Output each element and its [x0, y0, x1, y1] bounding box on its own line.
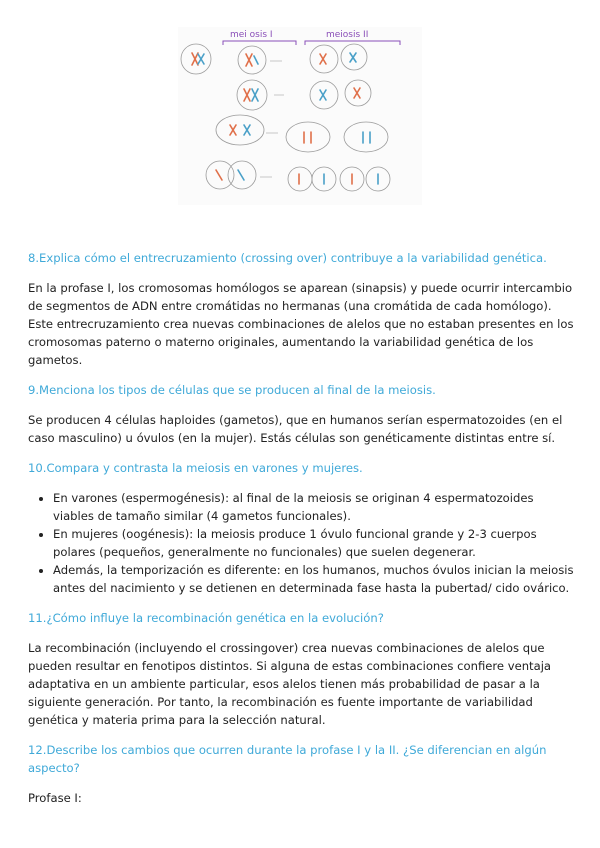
bullet-item: • Además, la temporización es diferente: en los humanos, muchos óvulos inician la meiosis antes del nacimiento y se detienen en determinada fase hasta la pubertad/ cido ovárico.: [53, 561, 574, 597]
question-9-answer: Se producen 4 células haploides (gametos), que en humanos serían espermatozoides (en el caso masculino) u óvulos (en la mujer). Estás células son genéticamente distintas entre sí.: [28, 413, 563, 445]
meiosis-2-label: meiosis II: [326, 30, 369, 40]
bullet-item: • En mujeres (oogénesis): la meiosis produce 1 óvulo funcional grande y 2-3 cuerpos polares (pequeños, generalmente no funcionales) que suelen degenerar.: [53, 525, 574, 561]
question-11-answer: La recombinación (incluyendo el crossingover) crea nuevas combinaciones de alelos que pueden resultar en fenotipos distintos. Si alguna de estas combinaciones confiere ventaja adaptativa en un ambiente particular, esos alelos tienen más probabilidad de pasar a la siguiente generación. Por tanto, la recombinación es fuente importante de variabilidad genética y materia prima para la selección natural.: [28, 641, 552, 727]
question-8-title: 8.Explica cómo el entrecruzamiento (crossing over) contribuye a la variabilidad genética.: [28, 251, 547, 265]
question-10-title: 10.Compara y contrasta la meiosis en varones y mujeres.: [28, 461, 363, 475]
question-12-answer: Profase I:: [28, 791, 82, 805]
question-11-title: 11.¿Cómo influye la recombinación genética en la evolución?: [28, 611, 384, 625]
question-8-answer: En la profase I, los cromosomas homólogos se aparean (sinapsis) y puede ocurrir intercambio de segmentos de ADN entre cromátidas no hermanas (una cromátida de cada homólogo). Este entrecruzamiento crea nuevas combinaciones de alelos que no estaban presentes en los cromosomas paterno o materno originales, aumentando la variabilidad genética de los gametos.: [28, 281, 574, 367]
question-9-title: 9.Menciona los tipos de células que se producen al final de la meiosis.: [28, 383, 436, 397]
meiosis-1-label: mei osis I: [230, 30, 273, 40]
question-12-title: 12.Describe los cambios que ocurren durante la profase I y la II. ¿Se diferencian en algún aspecto?: [28, 743, 547, 775]
question-10-bullet-list: [28, 489, 574, 597]
bullet-item: • En varones (espermogénesis): al final de la meiosis se originan 4 espermatozoides viables de tamaño similar (4 gametos funcionales).: [53, 489, 574, 525]
document-body: [28, 249, 574, 819]
meiosis-diagram-image: [178, 27, 422, 205]
